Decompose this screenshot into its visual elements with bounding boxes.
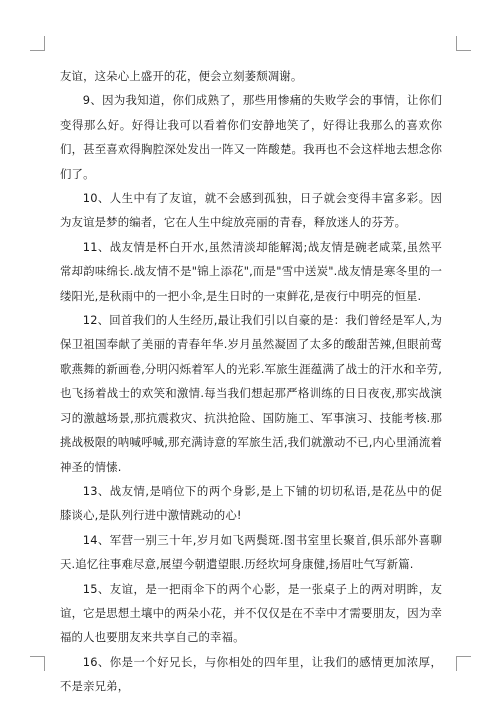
crop-mark-bottom-left xyxy=(30,656,45,671)
paragraph-14: 14、军营一别三十年,岁月如飞两鬓斑.图书室里长聚首,俱乐部外喜聊天.追忆往事难尽意,展望今朝遣望眼.历经坎坷身康健,扬眉吐气写新篇. xyxy=(60,532,442,572)
paragraph-11: 11、战友情是杯白开水,虽然清淡却能解渴;战友情是碗老咸菜,虽然平常却韵味绵长.战友情不是"锦上添花",而是"雪中送炭".战友情是寒冬里的一缕阳光,是秋雨中的一把小伞,是生日时的一束鲜花,是夜行中明亮的恒星. xyxy=(60,239,442,303)
crop-mark-bottom-right xyxy=(456,656,471,671)
paragraph-12: 12、回首我们的人生经历,最让我们引以自豪的是：我们曾经是军人,为保卫祖国奉献了美丽的青春年华.岁月虽然凝固了太多的酸甜苦辣,但眼前莺歌燕舞的新画卷,分明闪烁着军人的光彩.军旅生涯蕴满了战士的汗水和辛劳,也飞扬着战士的欢笑和激情.每当我们想起那严格训练的日日夜夜,那实战演习的激越场景,那抗震救灾、抗洪抢险、国防施工、军事演习、技能考核.那挑战极限的呐喊呼喊,那充满诗意的军旅生活,我们就激动不已,内心里涌流着神圣的情愫. xyxy=(60,313,442,474)
paragraph-13: 13、战友情,是哨位下的两个身影,是上下铺的切切私语,是花丛中的促膝谈心,是队列行进中激情跳动的心! xyxy=(60,483,442,523)
crop-mark-top-left xyxy=(30,36,45,51)
paragraph-15: 15、友谊，是一把雨伞下的两个心影，是一张桌子上的两对明眸，友谊，它是思想土壤中的两朵小花，并不仅仅是在不幸中才需要朋友，因为幸福的人也要朋友来共享自己的幸福。 xyxy=(60,581,442,645)
paragraph-10: 10、人生中有了友谊，就不会感到孤独，日子就会变得丰富多彩。因为友谊是梦的编者，它在人生中绽放亮丽的青春，释放迷人的芬芳。 xyxy=(60,191,442,230)
document-body xyxy=(60,64,442,699)
paragraph-9: 9、因为我知道，你们成熟了，那些用惨痛的失败学会的事情，让你们变得那么好。好得让我可以看着你们安静地笑了，好得让我那么的喜欢你们，甚至喜欢得胸腔深处发出一阵又一阵酸楚。我再也不会这样地去想念你们了。 xyxy=(60,93,442,181)
paragraph-continuation: 友谊，这朵心上盛开的花，便会立刻萎颓凋谢。 xyxy=(60,69,303,83)
crop-mark-top-right xyxy=(456,36,471,51)
paragraph-16: 16、你是一个好兄长，与你相处的四年里，让我们的感情更加浓厚，不是亲兄弟， xyxy=(60,654,442,694)
